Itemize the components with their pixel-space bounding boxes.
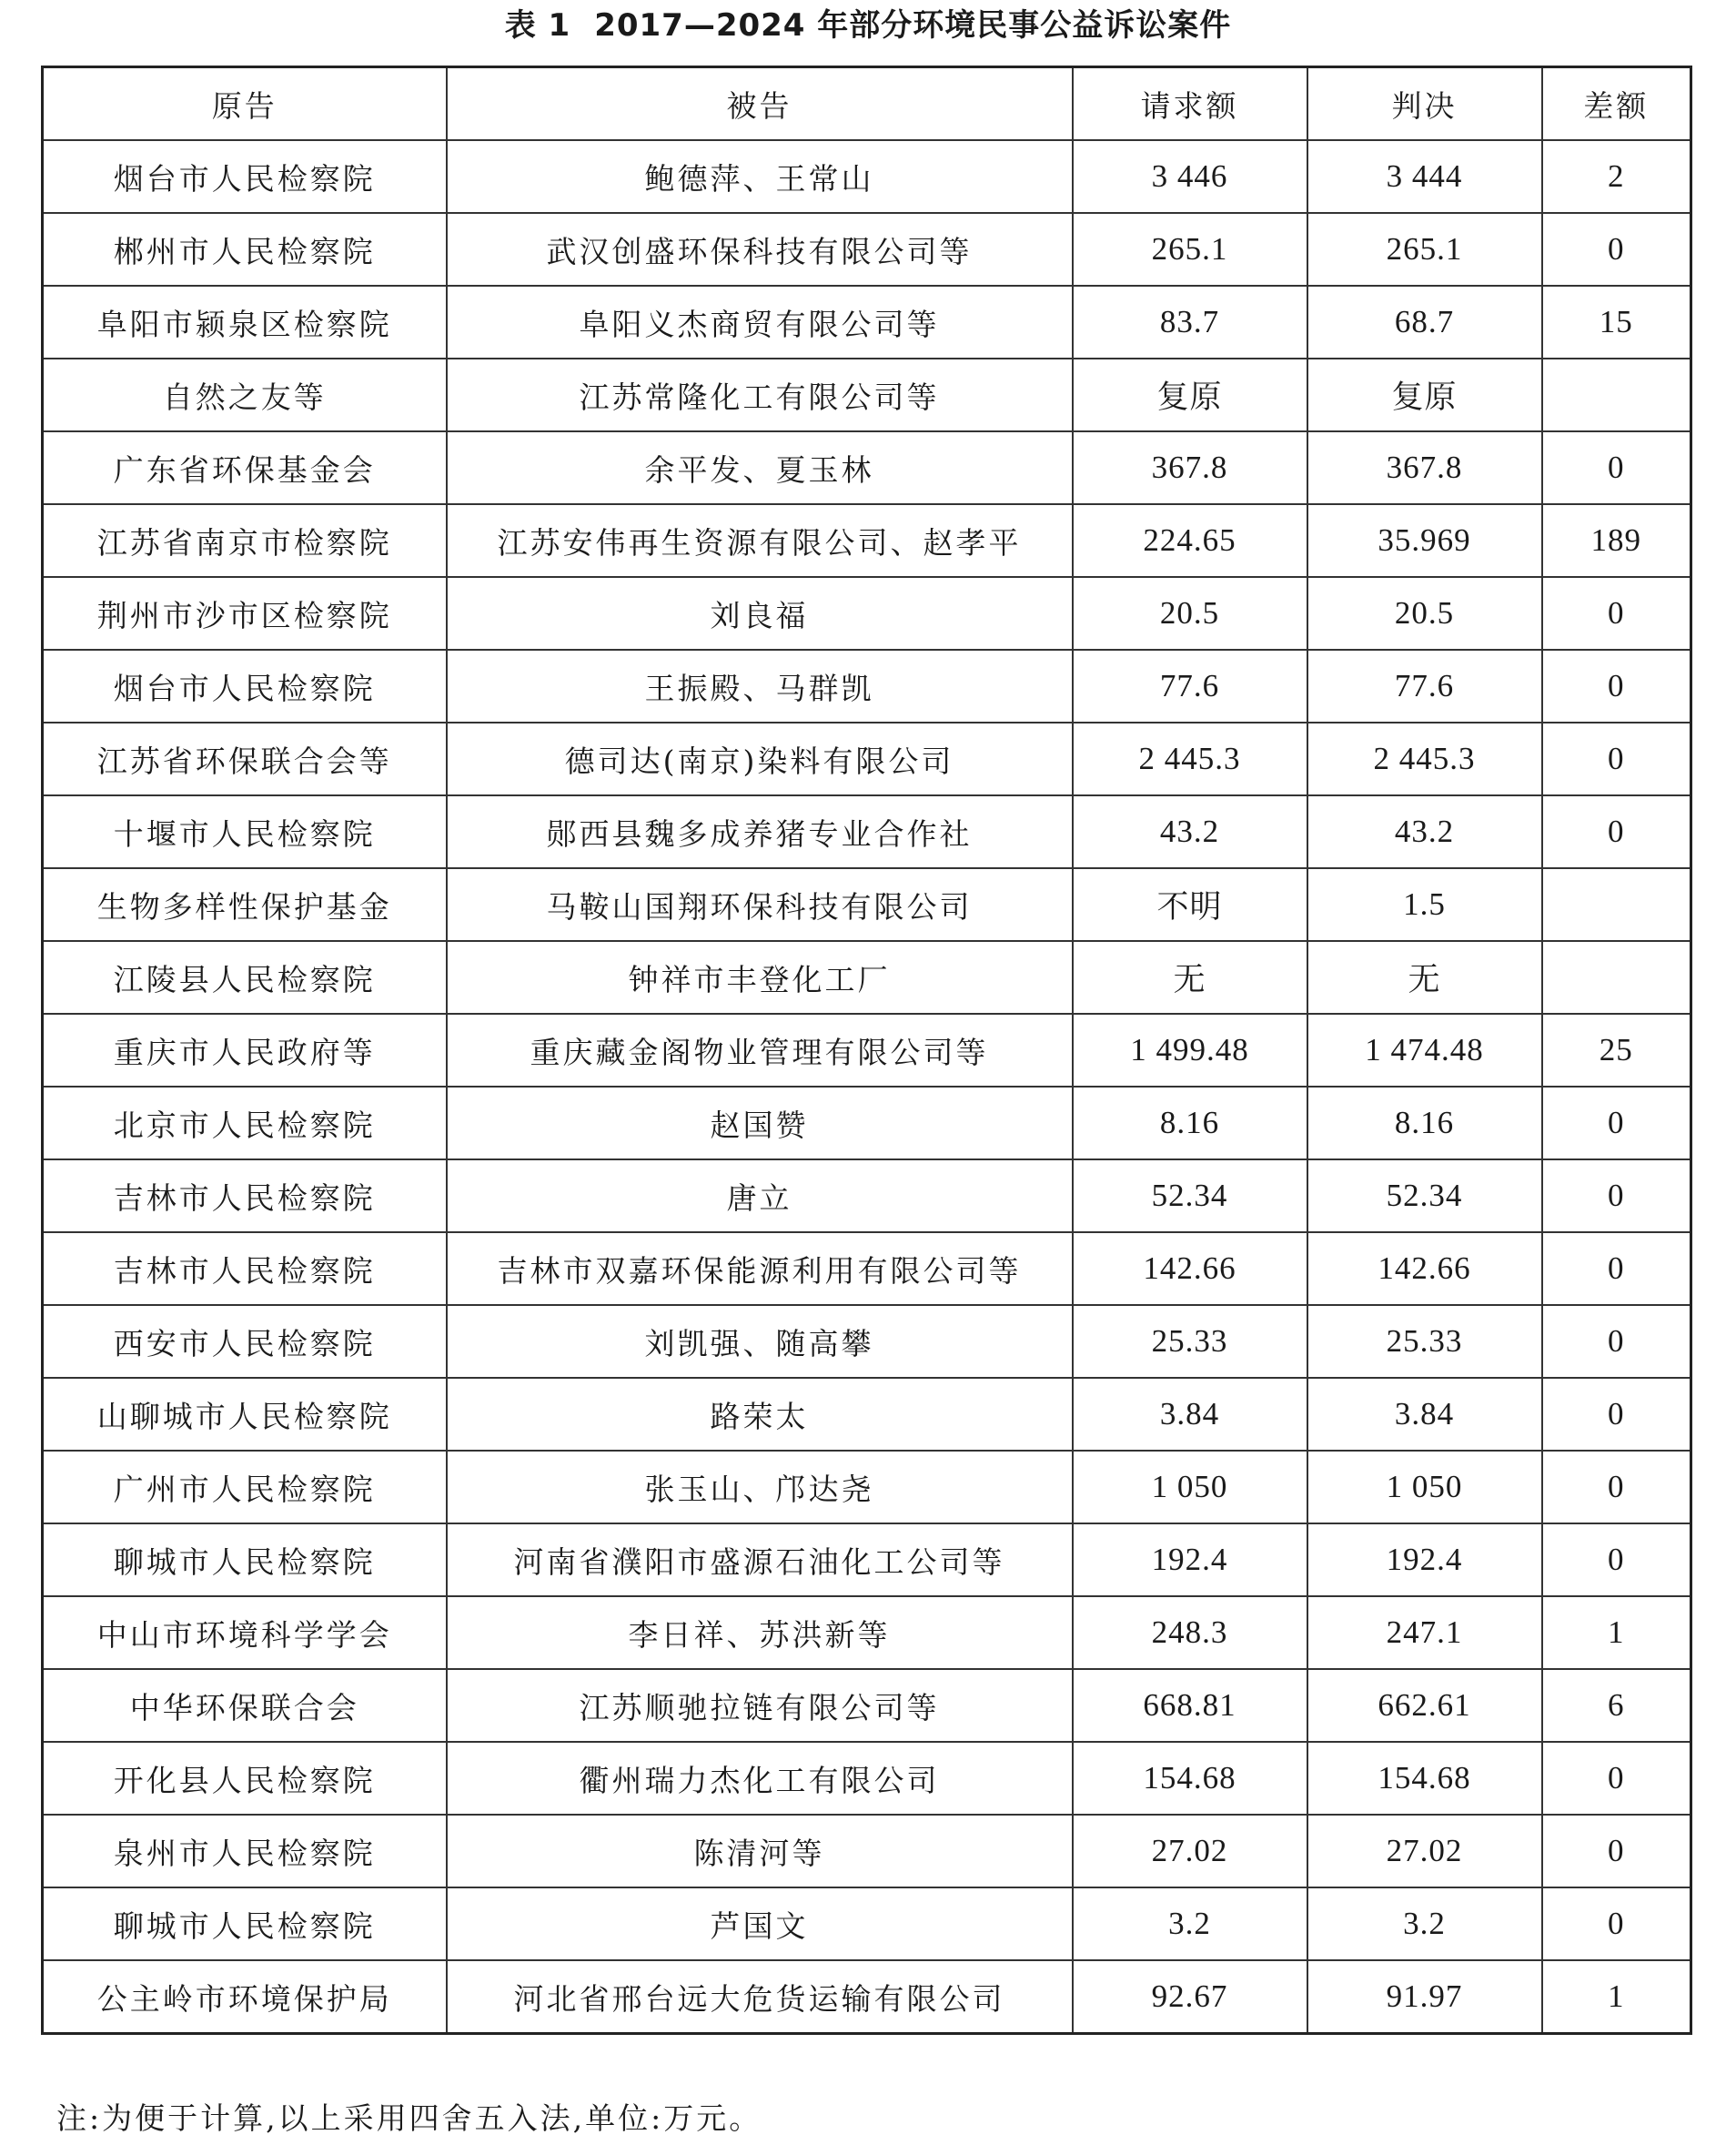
cell-plaintiff: 北京市人民检察院 (43, 1087, 447, 1159)
table-body (43, 140, 1691, 2034)
cell-difference: 1 (1542, 1960, 1691, 2034)
cell-defendant: 阜阳义杰商贸有限公司等 (447, 286, 1073, 359)
cell-plaintiff: 泉州市人民检察院 (43, 1815, 447, 1887)
cell-defendant: 唐立 (447, 1159, 1073, 1232)
cell-plaintiff: 山聊城市人民检察院 (43, 1378, 447, 1451)
cell-claim-amount: 154.68 (1073, 1742, 1307, 1815)
cell-difference: 2 (1542, 140, 1691, 213)
cell-defendant: 河北省邢台远大危货运输有限公司 (447, 1960, 1073, 2034)
cell-difference: 1 (1542, 1596, 1691, 1669)
cell-plaintiff: 烟台市人民检察院 (43, 650, 447, 723)
cell-defendant: 刘凯强、随高攀 (447, 1305, 1073, 1378)
cell-claim-amount: 27.02 (1073, 1815, 1307, 1887)
table-row (43, 1232, 1691, 1305)
table-row (43, 577, 1691, 650)
cell-claim-amount: 2 445.3 (1073, 723, 1307, 795)
cell-claim-amount: 1 050 (1073, 1451, 1307, 1523)
table-row (43, 1014, 1691, 1087)
cell-claim-amount: 142.66 (1073, 1232, 1307, 1305)
cell-plaintiff: 中华环保联合会 (43, 1669, 447, 1742)
cell-plaintiff: 荆州市沙市区检察院 (43, 577, 447, 650)
cell-plaintiff: 聊城市人民检察院 (43, 1887, 447, 1960)
table-row (43, 1815, 1691, 1887)
cell-claim-amount: 83.7 (1073, 286, 1307, 359)
cell-difference (1542, 359, 1691, 431)
cell-plaintiff: 烟台市人民检察院 (43, 140, 447, 213)
cell-difference: 0 (1542, 577, 1691, 650)
cell-defendant: 余平发、夏玉林 (447, 431, 1073, 504)
table-row (43, 1596, 1691, 1669)
cell-plaintiff: 阜阳市颍泉区检察院 (43, 286, 447, 359)
cell-judgment: 154.68 (1307, 1742, 1542, 1815)
cell-judgment: 无 (1307, 941, 1542, 1014)
cell-defendant: 河南省濮阳市盛源石油化工公司等 (447, 1523, 1073, 1596)
table-row (43, 213, 1691, 286)
cell-claim-amount: 668.81 (1073, 1669, 1307, 1742)
cell-defendant: 赵国赞 (447, 1087, 1073, 1159)
cell-judgment: 20.5 (1307, 577, 1542, 650)
table-caption (0, 5, 1736, 46)
cell-difference: 0 (1542, 650, 1691, 723)
table-row (43, 359, 1691, 431)
table-row (43, 795, 1691, 868)
cell-defendant: 吉林市双嘉环保能源利用有限公司等 (447, 1232, 1073, 1305)
cell-claim-amount: 不明 (1073, 868, 1307, 941)
table-note: 注:为便于计算,以上采用四舍五入法,单位:万元。 (56, 2100, 762, 2136)
cell-defendant: 重庆藏金阁物业管理有限公司等 (447, 1014, 1073, 1087)
cell-claim-amount: 192.4 (1073, 1523, 1307, 1596)
cell-judgment: 27.02 (1307, 1815, 1542, 1887)
cell-judgment: 2 445.3 (1307, 723, 1542, 795)
cell-defendant: 武汉创盛环保科技有限公司等 (447, 213, 1073, 286)
cell-claim-amount: 43.2 (1073, 795, 1307, 868)
cell-difference (1542, 868, 1691, 941)
cell-plaintiff: 十堰市人民检察院 (43, 795, 447, 868)
cell-judgment: 43.2 (1307, 795, 1542, 868)
cell-defendant: 王振殿、马群凯 (447, 650, 1073, 723)
cell-difference: 15 (1542, 286, 1691, 359)
table-row (43, 868, 1691, 941)
cell-defendant: 钟祥市丰登化工厂 (447, 941, 1073, 1014)
cell-plaintiff: 重庆市人民政府等 (43, 1014, 447, 1087)
table-number: 表 1 (504, 7, 571, 44)
cell-plaintiff: 广东省环保基金会 (43, 431, 447, 504)
cell-judgment: 3.2 (1307, 1887, 1542, 1960)
cell-judgment: 3.84 (1307, 1378, 1542, 1451)
cell-plaintiff: 广州市人民检察院 (43, 1451, 447, 1523)
cell-judgment: 1 050 (1307, 1451, 1542, 1523)
table-row (43, 1451, 1691, 1523)
cell-plaintiff: 中山市环境科学学会 (43, 1596, 447, 1669)
cell-judgment: 265.1 (1307, 213, 1542, 286)
table-header (43, 67, 1691, 141)
cell-defendant: 陈清河等 (447, 1815, 1073, 1887)
cell-defendant: 江苏常隆化工有限公司等 (447, 359, 1073, 431)
table-row (43, 431, 1691, 504)
cell-judgment: 1 474.48 (1307, 1014, 1542, 1087)
cell-difference: 0 (1542, 1087, 1691, 1159)
cell-plaintiff: 吉林市人民检察院 (43, 1232, 447, 1305)
cell-difference: 0 (1542, 723, 1691, 795)
cell-claim-amount: 复原 (1073, 359, 1307, 431)
table-row (43, 941, 1691, 1014)
table-row (43, 1159, 1691, 1232)
cases-table (41, 66, 1692, 2035)
cell-judgment: 3 444 (1307, 140, 1542, 213)
table-row (43, 1887, 1691, 1960)
cell-judgment: 247.1 (1307, 1596, 1542, 1669)
table-row (43, 504, 1691, 577)
header-claim-amount: 请求额 (1073, 67, 1307, 141)
cell-judgment: 367.8 (1307, 431, 1542, 504)
cell-judgment: 91.97 (1307, 1960, 1542, 2034)
cell-judgment: 1.5 (1307, 868, 1542, 941)
cell-claim-amount: 8.16 (1073, 1087, 1307, 1159)
cell-plaintiff: 江苏省南京市检察院 (43, 504, 447, 577)
table-row (43, 1305, 1691, 1378)
table-row (43, 723, 1691, 795)
table-row (43, 1523, 1691, 1596)
cell-difference: 0 (1542, 1887, 1691, 1960)
cell-defendant: 鲍德萍、王常山 (447, 140, 1073, 213)
cell-defendant: 马鞍山国翔环保科技有限公司 (447, 868, 1073, 941)
cell-defendant: 张玉山、邝达尧 (447, 1451, 1073, 1523)
cell-plaintiff: 吉林市人民检察院 (43, 1159, 447, 1232)
cell-difference: 0 (1542, 1815, 1691, 1887)
cell-plaintiff: 生物多样性保护基金 (43, 868, 447, 941)
cell-judgment: 25.33 (1307, 1305, 1542, 1378)
table-row (43, 1087, 1691, 1159)
cell-defendant: 江苏顺驰拉链有限公司等 (447, 1669, 1073, 1742)
cell-claim-amount: 3.84 (1073, 1378, 1307, 1451)
table-row (43, 286, 1691, 359)
cell-difference: 0 (1542, 1523, 1691, 1596)
table-title: 2017—2024 年部分环境民事公益诉讼案件 (594, 7, 1232, 44)
cell-difference: 0 (1542, 795, 1691, 868)
cell-difference: 0 (1542, 1159, 1691, 1232)
table-row (43, 1669, 1691, 1742)
cell-claim-amount: 20.5 (1073, 577, 1307, 650)
header-judgment: 判决 (1307, 67, 1542, 141)
cell-plaintiff: 聊城市人民检察院 (43, 1523, 447, 1596)
cell-judgment: 52.34 (1307, 1159, 1542, 1232)
cell-judgment: 68.7 (1307, 286, 1542, 359)
cell-judgment: 8.16 (1307, 1087, 1542, 1159)
table-row (43, 1378, 1691, 1451)
cell-claim-amount: 1 499.48 (1073, 1014, 1307, 1087)
cell-difference (1542, 941, 1691, 1014)
cell-defendant: 芦国文 (447, 1887, 1073, 1960)
cell-plaintiff: 开化县人民检察院 (43, 1742, 447, 1815)
cell-difference: 0 (1542, 1232, 1691, 1305)
cell-difference: 6 (1542, 1669, 1691, 1742)
cell-defendant: 衢州瑞力杰化工有限公司 (447, 1742, 1073, 1815)
cell-plaintiff: 公主岭市环境保护局 (43, 1960, 447, 2034)
cell-plaintiff: 江苏省环保联合会等 (43, 723, 447, 795)
cell-defendant: 德司达(南京)染料有限公司 (447, 723, 1073, 795)
cell-judgment: 复原 (1307, 359, 1542, 431)
header-plaintiff: 原告 (43, 67, 447, 141)
cell-claim-amount: 248.3 (1073, 1596, 1307, 1669)
cell-plaintiff: 西安市人民检察院 (43, 1305, 447, 1378)
cell-claim-amount: 92.67 (1073, 1960, 1307, 2034)
cell-judgment: 35.969 (1307, 504, 1542, 577)
cell-judgment: 662.61 (1307, 1669, 1542, 1742)
table-row (43, 1960, 1691, 2034)
cell-claim-amount: 无 (1073, 941, 1307, 1014)
cell-difference: 189 (1542, 504, 1691, 577)
cell-plaintiff: 自然之友等 (43, 359, 447, 431)
cell-difference: 0 (1542, 1742, 1691, 1815)
header-difference: 差额 (1542, 67, 1691, 141)
header-row (43, 67, 1691, 141)
cell-difference: 0 (1542, 1305, 1691, 1378)
cell-claim-amount: 77.6 (1073, 650, 1307, 723)
cell-defendant: 郧西县魏多成养猪专业合作社 (447, 795, 1073, 868)
cell-plaintiff: 江陵县人民检察院 (43, 941, 447, 1014)
cell-claim-amount: 265.1 (1073, 213, 1307, 286)
cell-difference: 0 (1542, 431, 1691, 504)
cell-defendant: 江苏安伟再生资源有限公司、赵孝平 (447, 504, 1073, 577)
cell-defendant: 李日祥、苏洪新等 (447, 1596, 1073, 1669)
cell-claim-amount: 3.2 (1073, 1887, 1307, 1960)
table-row (43, 140, 1691, 213)
table-row (43, 650, 1691, 723)
cell-difference: 0 (1542, 213, 1691, 286)
cell-defendant: 刘良福 (447, 577, 1073, 650)
cell-claim-amount: 3 446 (1073, 140, 1307, 213)
cell-judgment: 77.6 (1307, 650, 1542, 723)
cell-difference: 0 (1542, 1451, 1691, 1523)
cell-difference: 0 (1542, 1378, 1691, 1451)
cell-plaintiff: 郴州市人民检察院 (43, 213, 447, 286)
cell-claim-amount: 367.8 (1073, 431, 1307, 504)
cell-judgment: 192.4 (1307, 1523, 1542, 1596)
cell-defendant: 路荣太 (447, 1378, 1073, 1451)
table-row (43, 1742, 1691, 1815)
cell-judgment: 142.66 (1307, 1232, 1542, 1305)
cell-claim-amount: 25.33 (1073, 1305, 1307, 1378)
cell-claim-amount: 52.34 (1073, 1159, 1307, 1232)
header-defendant: 被告 (447, 67, 1073, 141)
cell-difference: 25 (1542, 1014, 1691, 1087)
cell-claim-amount: 224.65 (1073, 504, 1307, 577)
